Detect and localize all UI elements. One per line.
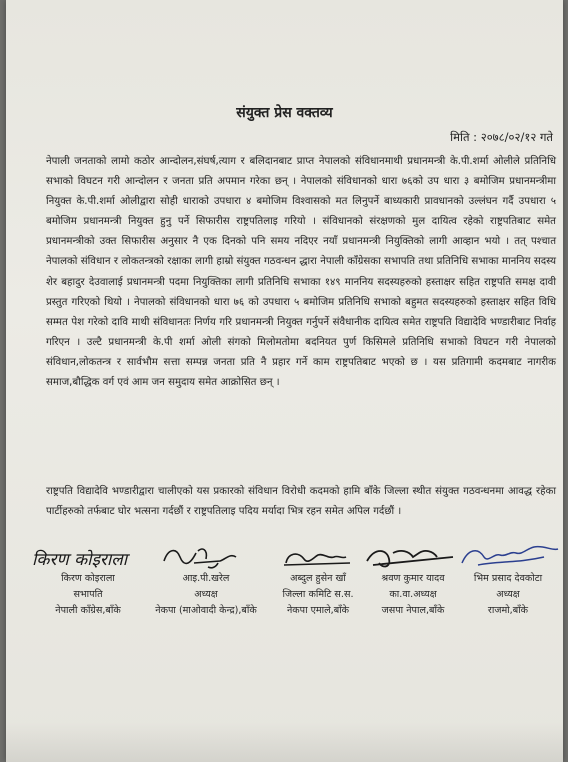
signature-block (28, 543, 568, 643)
signatory-position: अध्यक्ष (194, 589, 218, 600)
document-title: संयुक्त प्रेस वक्तव्य (236, 105, 333, 121)
statement-paragraph-1: नेपाली जनताको लामो कठोर आन्दोलन,संघर्ष,त्याग र बलिदानबाट प्राप्त नेपालको संविधानमाथी प्रधानमन्त्री के.पी.शर्मा ओलीले प्रतिनिधि सभाको विघटन गरी आन्दोलन र जनता प्रति अपमान गरेका छन् । नेपालको संविधानको धारा ७६को उप धारा ३ बमोजिम प्रधानमन्त्रीमा नियुक्त के.पी.शर्मा ओलीद्वारा सोही धाराको उपधारा ४ बमोजिम विश्वासको मत लिनुपर्ने बाध्यकारी प्रावधानको उल्लंघन गर्दै उपधारा ५ बमोजिम प्रधानमन्त्री नियुक्त हुनु पर्ने सिफारीस राष्ट्रपतिलाइ गरियो । संविधानको संरक्षणको मुल दायित्व रहेको राष्ट्रपतिबाट समेत प्रधानमन्त्रीको उक्त सिफारीस अनुसार नै एक दिनको पनि समय नदिएर नयाँ प्रधानमन्त्री नियुक्तिको लागी आव्हान भयो । तत् पश्चात नेपालको संविधान र लोकतन्त्रको रक्षाका लागी हाम्रो संयुक्त गठवन्धन द्धारा नेपाली काँग्रेसका सभापति तथा प्रतिनिधि सभाका माननिय सदस्य शेर बहादुर देउवालाई प्रधानमन्त्री पदमा नियुक्तिका लागी प्रतिनिधि सभाका १४९ माननिय सदस्यहरुको हस्ताक्षर सहित राष्ट्रपति समक्ष दावी प्रस्तुत गरिएको थियो । नेपालको संविधानको धारा ७६ को उपधारा ५ बमोजिम प्रतिनिधि सभाको बहुमत सदस्यहरुको हस्ताक्षर सहित विधि सम्मत पेश गरेको दावि माथी संविधानतः निर्णय गरि प्रधानमन्त्री नियुक्त गर्नुपर्ने संवैधानीक दायित्व समेत राष्ट्रपति विद्यादेवि भण्डारीबाट निर्वाह गरिएन । उल्टै प्रधानमन्त्री के.पी शर्मा ओली संगको मिलोमतोमा बदनियत पुर्ण किसिमले प्रतिनिधि सभाको विघटन गरी नेपालको संविधान,लोकतन्त्र र सार्वभौम सत्ता सम्पन्न जनता प्रति नै प्रहार गर्ने काम राष्ट्रपतिबाट भएको छ । यस प्रतिगामी कदमबाट नागरीक समाज,बौद्धिक वर्ग एवं आम जन समुदाय समेत आक्रोसित छन् । (46, 156, 556, 389)
document-date: मिति : २०७८/०२/१२ गते (450, 130, 553, 144)
signatory-party: नेकपा (माओवादी केन्द्र),बाँके (155, 605, 257, 616)
signatory-party: नेपाली काँग्रेस,बाँके (55, 605, 121, 616)
signatory-party: नेकपा एमाले,बाँके (286, 605, 350, 616)
signatory-name: श्रवण कुमार यादव (381, 573, 445, 584)
signatory-name: अब्दुल हुसेन खाँ (290, 573, 346, 584)
signature-kiran-koirala (28, 543, 148, 571)
signature-ip-kharel (146, 543, 266, 571)
signatory-name: भिम प्रसाद देवकोटा (473, 573, 543, 584)
signatory-position: अध्यक्ष (496, 589, 520, 600)
signature-bhim-prasad-devkota (448, 543, 568, 571)
signatory-name: किरण कोइराला (61, 573, 115, 584)
signatory-position: सभापति (73, 589, 103, 600)
signatory-party: राजमो,बाँके (487, 605, 529, 616)
signatory-2 (146, 543, 266, 619)
signatory-name: आइ.पी.खरेल (182, 573, 230, 584)
statement-paragraph-2: राष्ट्रपति विद्यादेवि भण्डारीद्वारा चालीएको यस प्रकारको संविधान विरोधी कदमको हामि बाँके जिल्ला स्थीत संयुक्त गठवन्धनमा आवद्ध रहेका पार्टीहरुको तर्फबाट घोर भत्सना गर्दछौं र राष्ट्रपतिलाइ पदिय मर्यादा भित्र रहन समेत अपिल गर्दछौं । (46, 486, 556, 517)
signatory-position: का.वा.अध्यक्ष (389, 589, 437, 600)
signatory-5 (448, 543, 568, 619)
signatory-position: जिल्ला कमिटि स.स. (282, 589, 354, 600)
paper-sheet (6, 0, 563, 762)
svg-text:किरण कोइराला: किरण कोइराला (32, 550, 128, 570)
signatory-party: जसपा नेपाल,बाँके (381, 605, 445, 616)
signatory-1 (28, 543, 148, 619)
